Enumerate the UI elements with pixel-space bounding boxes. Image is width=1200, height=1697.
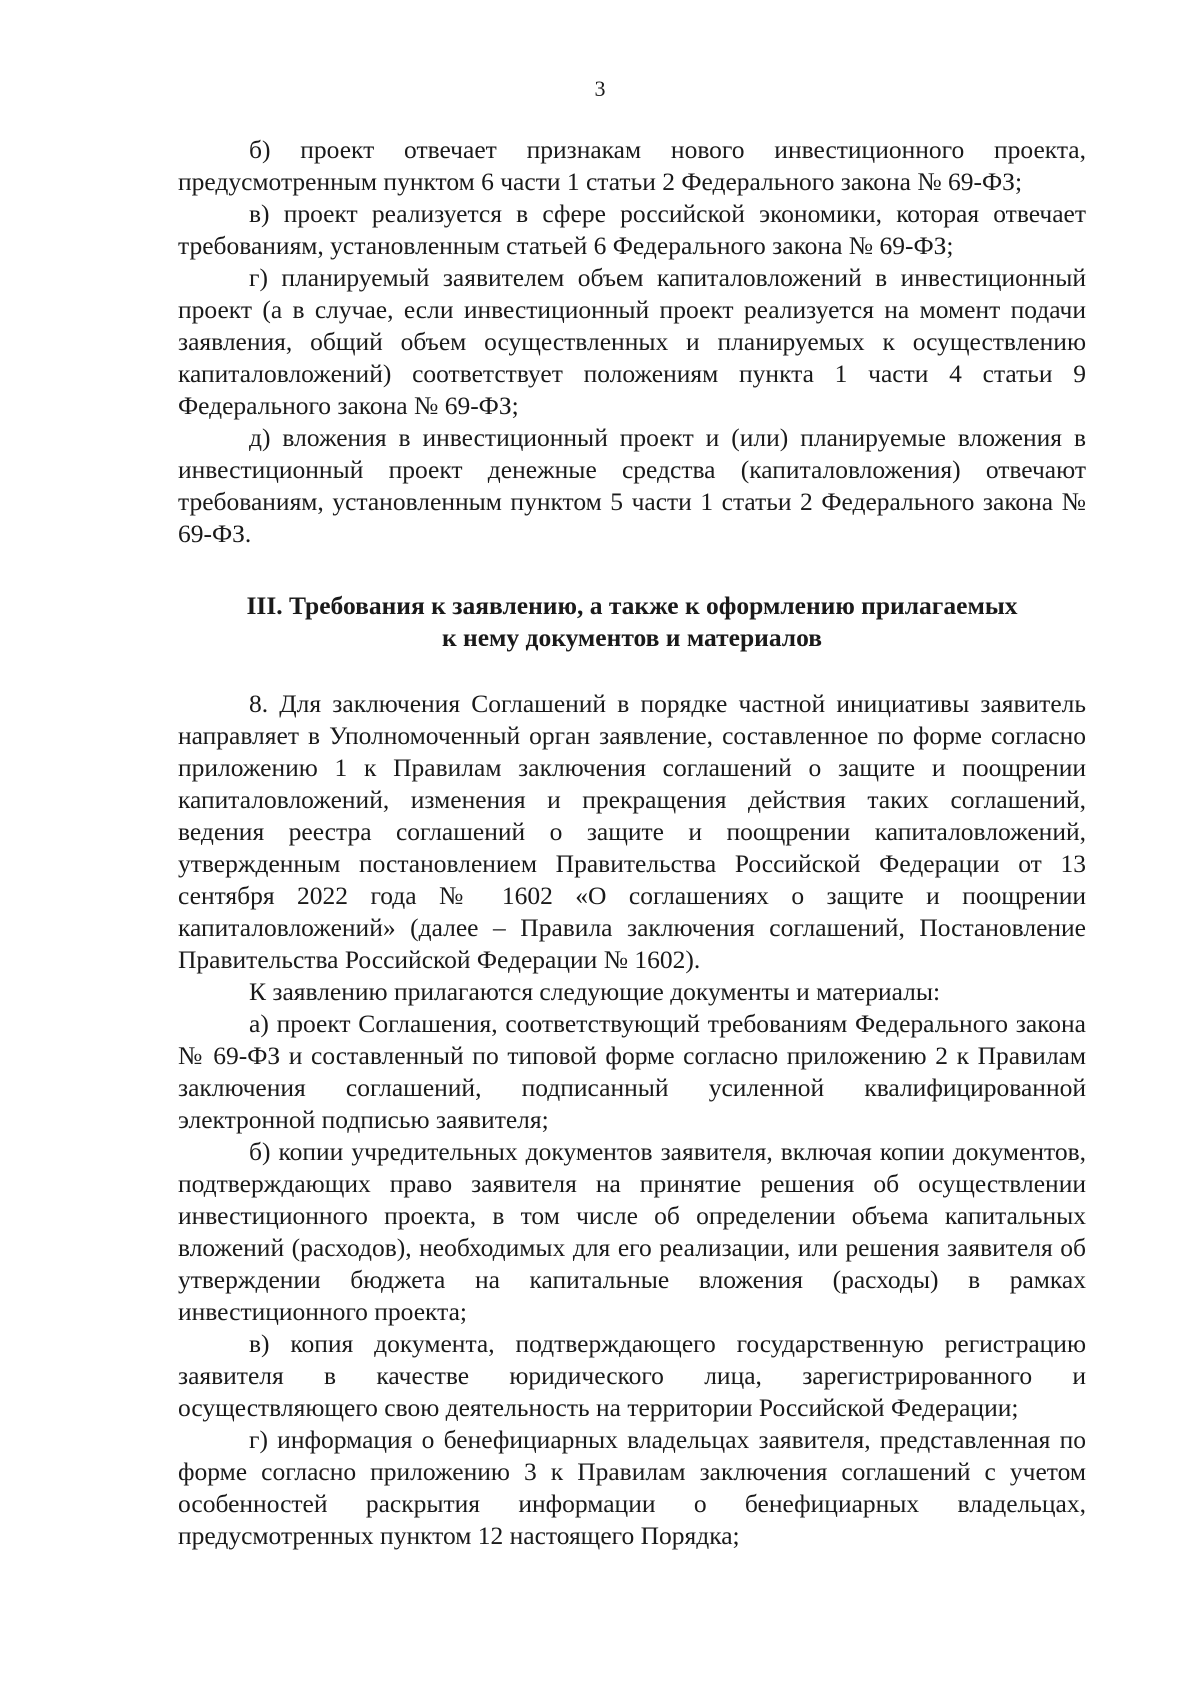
attachment-item-b: б) копии учредительных документов заявителя, включая копии документов, подтверждающих право заявителя на принятие решения об осуществлении инвестиционного проекта, в том числе об определении объема капитальных вложений (расходов), необходимых для его реализации, или решения заявителя об утверждении бюджета на капитальные вложения (расходы) в рамках инвестиционного проекта; bbox=[178, 1137, 1086, 1326]
attachments-intro: К заявлению прилагаются следующие документы и материалы: bbox=[249, 977, 941, 1006]
page-number: 3 bbox=[594, 76, 606, 101]
paragraph-8: 8. Для заключения Соглашений в порядке частной инициативы заявитель направляет в Уполномоченный орган заявление, составленное по форме согласно приложению 1 к Правилам заключения соглашений о защите и поощрении капиталовложений, изменения и прекращения действия таких соглашений, ведения реестра соглашений о защите и поощрении капиталовложений, утвержденным постановлением Правительства Российской Федерации от 13 сентября 2022 года № 1602 «О соглашениях о защите и поощрении капиталовложений» (далее – Правила заключения соглашений, Постановление Правительства Российской Федерации № 1602). bbox=[178, 689, 1086, 974]
list-item-b: б) проект отвечает признакам нового инвестиционного проекта, предусмотренным пунктом 6 части 1 статьи 2 Федерального закона № 69-ФЗ; bbox=[178, 135, 1086, 196]
list-item-d: д) вложения в инвестиционный проект и (или) планируемые вложения в инвестиционный проект денежные средства (капиталовложения) отвечают требованиям, установленным пунктом 5 части 1 статьи 2 Федерального закона № 69-ФЗ. bbox=[178, 423, 1086, 548]
attachment-item-v: в) копия документа, подтверждающего государственную регистрацию заявителя в качестве юридического лица, зарегистрированного и осуществляющего свою деятельность на территории Российской Федерации; bbox=[178, 1329, 1086, 1422]
section-heading-line-2: к нему документов и материалов bbox=[441, 623, 823, 652]
section-heading-line-1: III. Требования к заявлению, а также к оформлению прилагаемых bbox=[246, 591, 1018, 620]
attachment-item-a: а) проект Соглашения, соответствующий требованиям Федерального закона № 69-ФЗ и составленный по типовой форме согласно приложению 2 к Правилам заключения соглашений, подписанный усиленной квалифицированной электронной подписью заявителя; bbox=[178, 1009, 1086, 1134]
document-body bbox=[178, 134, 1086, 1552]
list-item-g: г) планируемый заявителем объем капиталовложений в инвестиционный проект (а в случае, если инвестиционный проект реализуется на момент подачи заявления, общий объем осуществленных и планируемых к осуществлению капиталовложений) соответствует положениям пункта 1 части 4 статьи 9 Федерального закона № 69-ФЗ; bbox=[178, 263, 1086, 420]
list-item-v: в) проект реализуется в сфере российской экономики, которая отвечает требованиям, установленным статьей 6 Федерального закона № 69-ФЗ; bbox=[178, 199, 1086, 260]
attachment-item-g: г) информация о бенефициарных владельцах заявителя, представленная по форме согласно приложению 3 к Правилам заключения соглашений с учетом особенностей раскрытия информации о бенефициарных владельцах, предусмотренных пунктом 12 настоящего Порядка; bbox=[178, 1425, 1086, 1550]
section-heading bbox=[178, 590, 1086, 654]
